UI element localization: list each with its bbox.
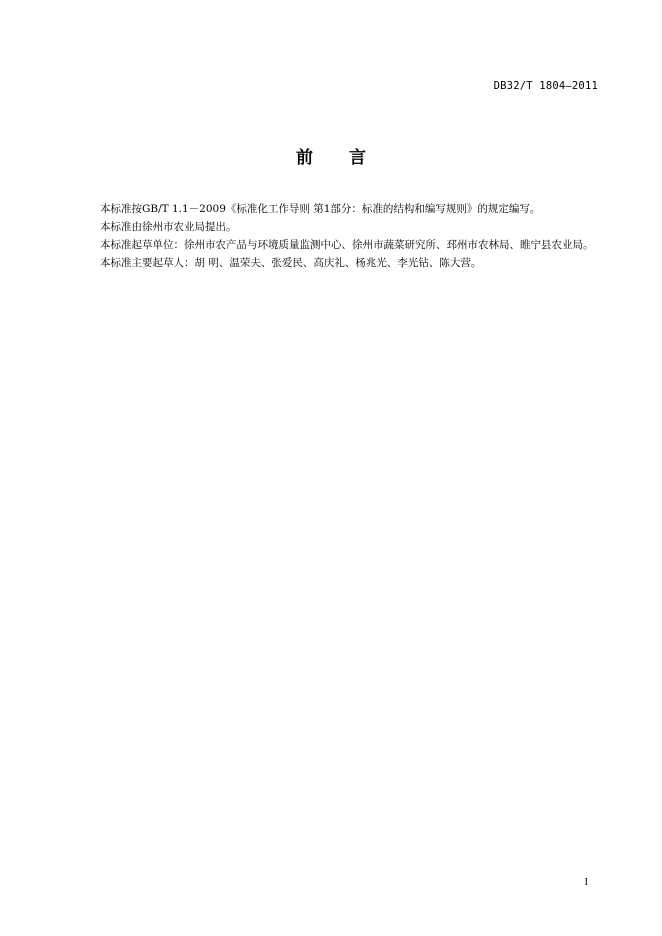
preface-body — [79, 200, 601, 272]
paragraph-drafting-rules: 本标准按GB/T 1.1－2009《标准化工作导则 第1部分：标准的结构和编写规则》的规定编写。 — [100, 203, 541, 215]
paragraph-drafters: 本标准主要起草人：胡 明、温荣夫、张爱民、高庆礼、杨兆光、李光钻、陈大营。 — [100, 257, 482, 269]
page-title: 前言 — [296, 148, 402, 168]
standard-code: DB32/T 1804—2011 — [493, 80, 598, 92]
paragraph-proposer: 本标准由徐州市农业局提出。 — [100, 221, 237, 233]
page-number: I — [584, 877, 588, 888]
paragraph-drafting-units: 本标准起草单位：徐州市农产品与环境质量监测中心、徐州市蔬菜研究所、邳州市农林局、睢宁县农业局。 — [100, 239, 594, 251]
